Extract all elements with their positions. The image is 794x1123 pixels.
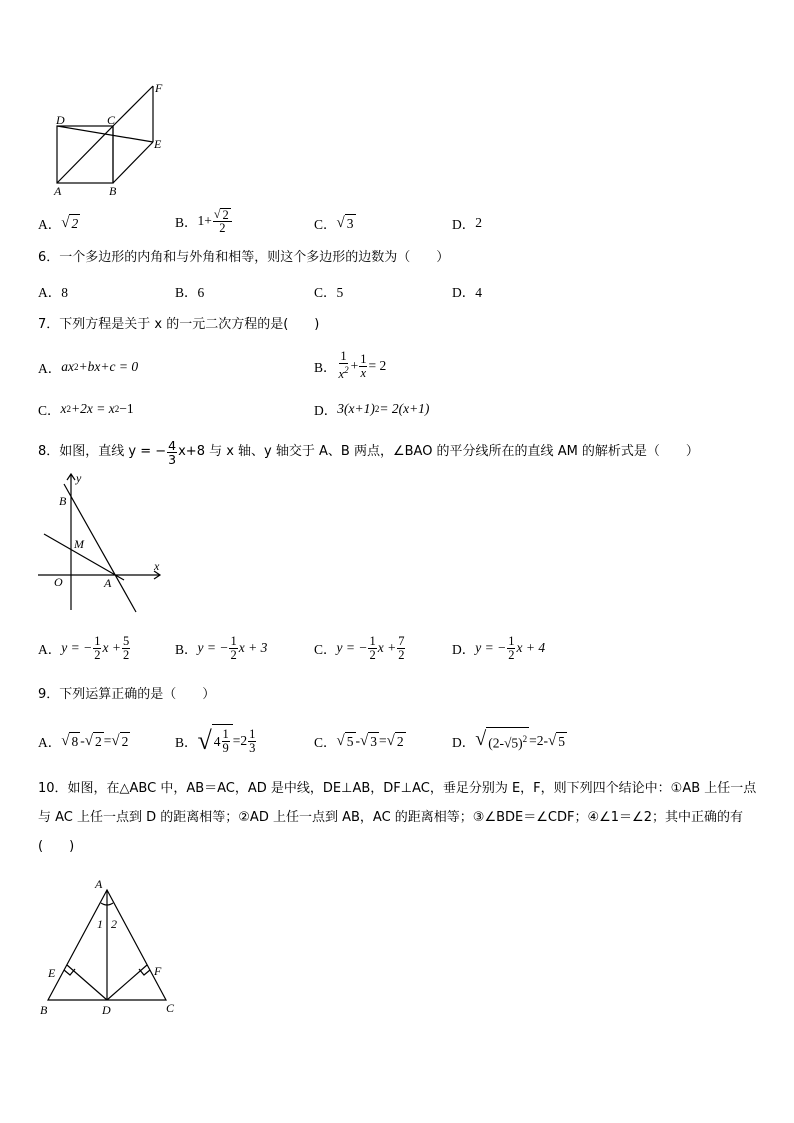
label-a: A xyxy=(104,576,112,590)
q8-option-d[interactable]: D． y = − $\frac{1}{2}$ x + 4 xyxy=(452,633,546,662)
label-d: D xyxy=(102,1003,111,1017)
q8-option-b[interactable]: B． y = − $\frac{1}{2}$ x + 3 xyxy=(175,633,268,662)
q7-option-c[interactable]: C． x 2 +2x = x 2 −1 xyxy=(38,401,134,418)
line-de xyxy=(67,965,107,1000)
figure-q8 xyxy=(34,470,174,615)
label-b: B xyxy=(40,1003,48,1017)
q5-option-b[interactable]: B． 1+ √ 2 2 xyxy=(175,202,233,240)
line-cf xyxy=(113,86,153,126)
line-ac xyxy=(57,126,113,183)
label-y: y xyxy=(76,471,82,485)
label-angle-1: 1 xyxy=(97,917,103,931)
q5-option-c[interactable] xyxy=(314,210,356,236)
q6-option-a[interactable]: A．8 xyxy=(38,285,68,300)
label-x: x xyxy=(154,559,160,573)
q9-option-d[interactable]: D． √ $(2-√5)^2$ =2- √ 5 xyxy=(452,726,567,756)
label-b: B xyxy=(109,184,117,198)
fraction: √ 2 2 xyxy=(213,207,232,235)
q7-option-a[interactable]: A． ax 2 +bx+c = 0 xyxy=(38,359,139,376)
q7-option-b[interactable]: B． $\frac{1}{x^2}$ + $\frac{1}{x}$ = 2 xyxy=(314,349,387,382)
label-a: A xyxy=(54,184,62,198)
q9-option-c[interactable]: C． √ 5 - √ 3 = √ 2 xyxy=(314,733,404,750)
option-label: B． xyxy=(175,215,198,230)
label-d: D xyxy=(56,113,65,127)
sqrt: √ 3 xyxy=(336,215,354,231)
q9-stem: 9．下列运算正确的是（ ） xyxy=(38,687,216,702)
q8-stem: 8．如图，直线 y = − $\frac{4}{3}$ x+8 与 x 轴、y 轴交于 A、B 两点，∠BAO 的平分线所在的直线 AM 的解析式是（ ） xyxy=(38,437,699,467)
label-f: F xyxy=(155,81,163,95)
label-c: C xyxy=(166,1001,175,1015)
line-be xyxy=(113,142,153,183)
label-o: O xyxy=(54,575,63,589)
label-c: C xyxy=(107,113,116,127)
option-label: D． xyxy=(452,217,476,232)
option-label: C． xyxy=(314,217,337,232)
label-e: E xyxy=(154,137,162,151)
q8-option-c[interactable]: C． y = − $\frac{1}{2}$ x + $\frac{7}{2}$ xyxy=(314,633,405,662)
label-e: E xyxy=(48,966,56,980)
label-b: B xyxy=(59,494,67,508)
label-m: M xyxy=(74,537,84,551)
label-f: F xyxy=(154,964,162,978)
q6-stem: 6．一个多边形的内角和与外角和相等，则这个多边形的边数为（ ） xyxy=(38,250,450,265)
sqrt: √ 2 xyxy=(61,215,79,231)
line-df xyxy=(107,965,147,1000)
label-angle-2: 2 xyxy=(111,917,117,931)
q7-stem: 7．下列方程是关于 x 的一元二次方程的是( ) xyxy=(38,317,320,332)
q9-option-b[interactable]: B． √ 4 $\frac{1}{9}$ =2 $\frac{1}{3}$ xyxy=(175,720,257,762)
line-am xyxy=(44,534,124,580)
option-label: A． xyxy=(38,217,62,232)
figure-q5 xyxy=(40,78,180,200)
q7-option-d[interactable]: D． 3(x+1) 2 = 2(x+1) xyxy=(314,401,430,418)
q9-option-a[interactable]: A． √ 8 - √ 2 = √ 2 xyxy=(38,733,129,750)
q10-stem: 10．如图，在△ABC 中，AB＝AC，AD 是中线，DE⊥AB，DF⊥AC，垂足分别为 E，F，则下列四个结论中：①AB 上任一点与 AC 上任一点到 D 的距离相等；②AD 上任一点到 AB，AC 的距离相等；③∠BDE＝∠CDF；④∠1＝∠2；其中正确的有( ) xyxy=(38,781,757,854)
label-a: A xyxy=(95,877,103,891)
q5-option-d[interactable]: D． 2 xyxy=(452,215,482,232)
q6-option-b[interactable]: B．6 xyxy=(175,285,205,300)
q5-option-a[interactable] xyxy=(38,210,80,236)
figure-q10 xyxy=(36,876,186,1018)
q8-option-a[interactable]: A． y = − $\frac{1}{2}$ x + $\frac{5}{2}$ xyxy=(38,633,130,662)
q6-option-c[interactable]: C．5 xyxy=(314,285,344,300)
q6-option-d[interactable]: D．4 xyxy=(452,285,482,300)
